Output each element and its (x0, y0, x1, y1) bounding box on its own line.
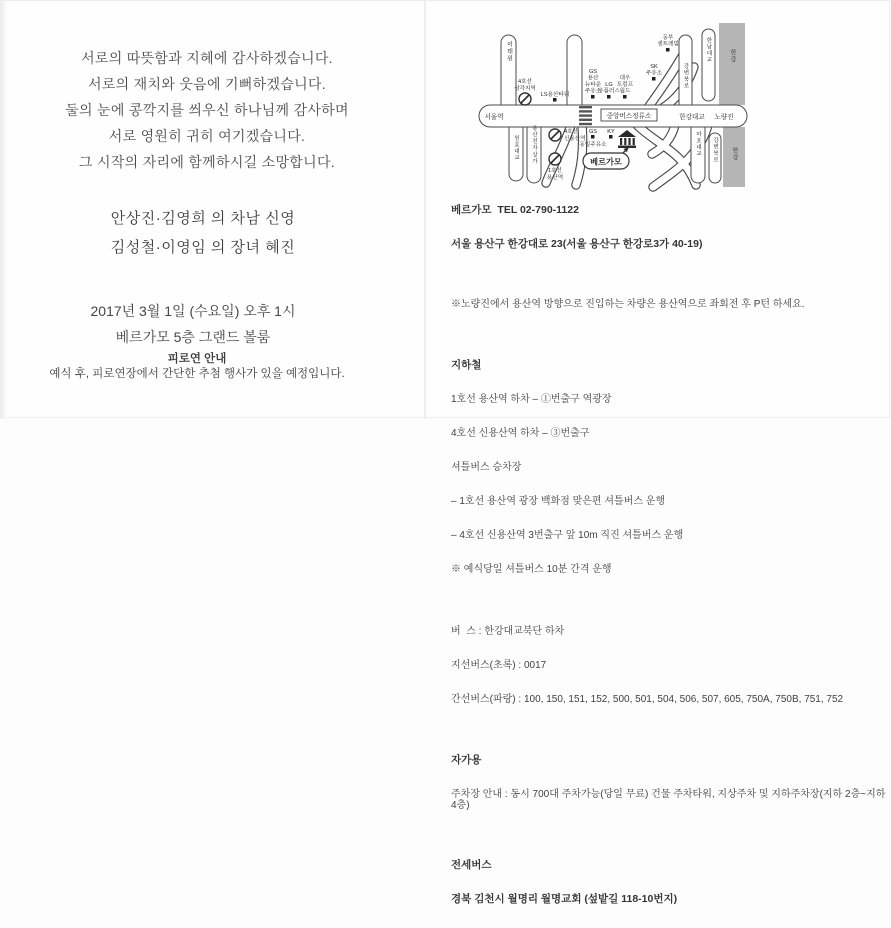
sk-gas-l2: 주유소 (645, 70, 663, 77)
sk-gas-station (646, 64, 663, 81)
lg-uplus-marker (607, 95, 611, 99)
poem-line: 서로 영원히 귀히 여기겠습니다. (108, 128, 306, 144)
bergamo-callout (583, 147, 629, 169)
daewoo-l2: 트럼프 (616, 82, 634, 88)
samgakji-station (514, 77, 536, 105)
yongsan-name-label: 용산역 (546, 175, 564, 181)
daewoo-trump-world-building (617, 74, 634, 99)
couple-names (1, 204, 405, 262)
event-datetime-venue (1, 298, 385, 350)
invitation-right-page (431, 1, 891, 905)
poem-line: 서로의 따뜻함과 지혜에 감사하겠습니다. (81, 50, 333, 66)
han-river-top (719, 23, 745, 105)
venue-map-svg (451, 9, 751, 197)
bride-parents-line: 김성철·이영임 의 장녀 혜진 (110, 239, 296, 256)
page-fold-seam (424, 1, 426, 419)
dongbu-centreville-building (657, 33, 679, 52)
no-entry-icon (549, 153, 561, 165)
noryangjin-label: 노량진 (714, 114, 734, 121)
daewoo-marker (623, 95, 627, 99)
pturn-note: ※노량진에서 용산역 방향으로 진입하는 차량은 용산역으로 좌회전 후 P턴 하세요. (451, 299, 805, 310)
central-bus-stop-label: 중앙버스정류소 (606, 113, 652, 120)
wonhyo-bridge-label: 원효대교 (513, 135, 519, 162)
bus-blue-line: 간선버스(파랑) : 100, 150, 151, 152, 500, 501, 504, 506, 507, 605, 750A, 750B, 751, 752 (451, 694, 844, 705)
gs-newtown-l2: 용산 (587, 75, 599, 82)
gangbyeon-bottom-label: 강변북로 (712, 137, 718, 164)
ky-building (607, 129, 615, 139)
subway-line: ※ 예식당일 셔틀버스 10분 간격 운행 (451, 564, 612, 575)
subway-line: – 4호선 신용산역 3번출구 앞 10m 직진 셔틀버스 운행 (451, 530, 684, 541)
venue-map (451, 9, 751, 197)
dongbu-marker (666, 48, 670, 52)
gs-dongil-l1: GS (588, 129, 598, 135)
reception-notice (1, 353, 393, 381)
han-river-bottom-label: 한강 (731, 147, 737, 161)
samgakji-name-label: 삼각지역 (514, 86, 536, 92)
yongsan-electronics-label: 용산전자상가 (531, 125, 537, 165)
dongbu-l1: 동부 (662, 35, 674, 41)
gangbyeon-top-label: 강변북로 (682, 63, 689, 90)
gs-newtown-marker (591, 95, 595, 99)
subway-line: 1호선 용산역 하차 – ①번출구 역광장 (451, 394, 612, 405)
samgakji-line-label: 4호선 (518, 79, 532, 85)
no-entry-icon (519, 93, 531, 105)
sinyongsan-name-label: 신용산역 (564, 136, 586, 142)
ky-label: KY (607, 129, 615, 135)
reception-note: 예식 후, 피로연장에서 간단한 추첨 행사가 있을 예정입니다. (49, 368, 345, 380)
poem-line: 둘의 눈에 콩깍지를 씌우신 하나님께 감사하며 (65, 102, 349, 118)
bergamo-callout-label: 베르가모 (590, 157, 622, 167)
sinyongsan-line-label: 4호선 (564, 129, 578, 135)
bus-stop-line: 버 스 : 한강대교북단 하차 (451, 626, 565, 637)
poem-line: 그 시작의 자리에 함께하시길 소망합니다. (79, 154, 335, 170)
subway-title: 지하철 (451, 359, 482, 371)
event-venue: 베르가모 5층 그랜드 볼룸 (115, 329, 271, 345)
subway-line: 4호선 신용산역 하차 – ③번출구 (451, 428, 590, 439)
gs-newtown-l4: 주유소 (584, 88, 602, 95)
poem-line: 서로의 재치와 웃음에 기뻐하겠습니다. (88, 76, 326, 92)
groom-parents-line: 안상진·김영희 의 차남 신영 (110, 210, 296, 227)
venue-address-line: 서울 용산구 한강대로 23(서울 용산구 한강로3가 40-19) (451, 238, 703, 250)
sk-gas-l1: SK (650, 64, 658, 70)
event-datetime: 2017년 3월 1일 (수요일) 오후 1시 (90, 303, 296, 319)
ls-tower-label: LS용산타워 (540, 92, 570, 98)
invitation-poem (1, 45, 413, 175)
yongsan-line-label: 1호선 (548, 168, 562, 174)
charter-title: 전세버스 (451, 859, 492, 871)
gs-newtown-l3: 뉴타운 (584, 82, 602, 88)
charter-note: 경북 김천시 월명리 월명교회 (섶밭길 118-10번지) (451, 893, 678, 905)
reception-title: 피로연 안내 (167, 353, 227, 365)
bus-green-line: 지선버스(초록) : 0017 (451, 660, 547, 671)
bergamo-building-icon (618, 130, 636, 148)
han-river-top-label: 한강 (729, 49, 735, 63)
dongbu-l2: 센트레빌 (657, 41, 679, 48)
no-entry-icon (549, 129, 561, 141)
lg-uplus-l2: 유플러스 (598, 88, 620, 95)
lg-uplus-l1: LG (605, 82, 613, 88)
ky-marker (609, 135, 613, 139)
ls-tower-marker (553, 98, 557, 102)
car-note: 주차장 안내 : 동시 700대 주차가능(당일 무료) 건물 주차타워, 지상주차 및 지하주차장(지하 2층~지하 4층) (451, 789, 889, 811)
seoul-station-label: 서울역 (484, 114, 504, 121)
itaewon-label: 이태원 (505, 41, 512, 62)
mapo-bridge-label: 마포대교 (695, 131, 701, 158)
sk-gas-marker (652, 77, 656, 81)
car-title: 자가용 (451, 754, 482, 766)
venue-tel-line: 베르가모 TEL 02-790-1122 (451, 204, 579, 216)
subway-line: – 1호선 용산역 광장 백화점 맞은편 셔틀버스 운행 (451, 496, 666, 507)
invitation-left-page (1, 1, 421, 419)
gs-newtown-l1: GS (588, 69, 598, 75)
subway-line: 셔틀버스 승차장 (451, 462, 522, 473)
hannam-bridge-label: 한남대교 (705, 37, 712, 64)
daewoo-l3: 월드 (619, 88, 631, 95)
gs-dongil-marker (591, 135, 595, 139)
daewoo-l1: 대우 (619, 75, 631, 82)
gs-dongil-l2: 동일주유소 (579, 142, 607, 148)
hangang-bridge-label: 한강대교 (679, 114, 705, 121)
directions-info (451, 183, 887, 928)
